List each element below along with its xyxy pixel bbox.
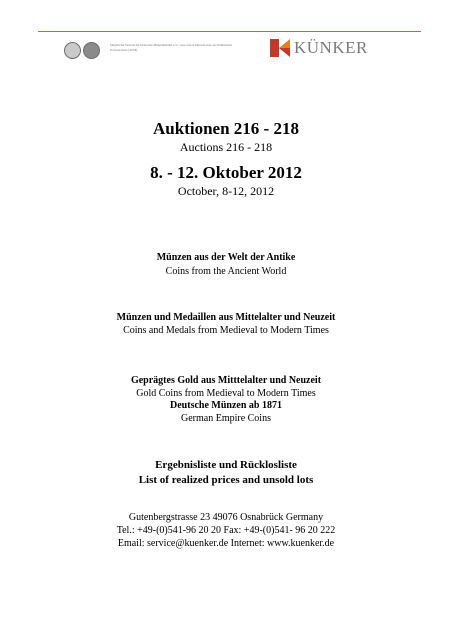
results-title-en: List of realized prices and unsold lots xyxy=(138,474,314,486)
section-title: Münzen aus der Welt der Antike xyxy=(156,252,296,263)
section-subtitle: German Empire Coins xyxy=(181,413,271,424)
section-subtitle: Gold Coins from Medieval to Modern Times xyxy=(136,388,316,399)
coin-seal-icon xyxy=(64,42,81,59)
section-subtitle: Coins and Medals from Medieval to Modern Times xyxy=(123,325,329,336)
section-title: Deutsche Münzen ab 1871 xyxy=(170,400,282,411)
auction-heading: Auktionen 216 - 218 xyxy=(153,119,299,138)
results-title: Ergebnisliste und Rücklosliste xyxy=(155,459,297,471)
association-text: Mitglied im Verband der Deutschen Münzenhändler e.V. / Association Internationale des Numismates Professionnels (AINP) xyxy=(110,43,233,52)
contact-address: Gutenbergstrasse 23 49076 Osnabrück Germany xyxy=(128,512,324,523)
header-rule xyxy=(38,31,421,32)
contact-email-web: Email: service@kuenker.de Internet: www.kuenker.de xyxy=(117,538,335,549)
auction-dates-en: October, 8-12, 2012 xyxy=(177,184,275,198)
brand-name: KÜNKER xyxy=(294,38,368,57)
section-title: Münzen und Medaillen aus Mittelalter und Neuzeit xyxy=(116,312,336,323)
association-logos xyxy=(64,42,100,59)
contact-phone-fax: Tel.: +49-(0)541-96 20 20 Fax: +49-(0)541- 96 20 222 xyxy=(116,525,336,536)
coin-seal-icon xyxy=(83,42,100,59)
section-title: Geprägtes Gold aus Mitttelalter und Neuzeit xyxy=(130,375,322,386)
kunker-mark-icon xyxy=(270,39,290,57)
auction-dates: 8. - 12. Oktober 2012 xyxy=(150,163,302,182)
section-subtitle: Coins from the Ancient World xyxy=(165,266,287,277)
kunker-logo xyxy=(270,38,368,58)
auction-heading-en: Auctions 216 - 218 xyxy=(179,140,273,154)
